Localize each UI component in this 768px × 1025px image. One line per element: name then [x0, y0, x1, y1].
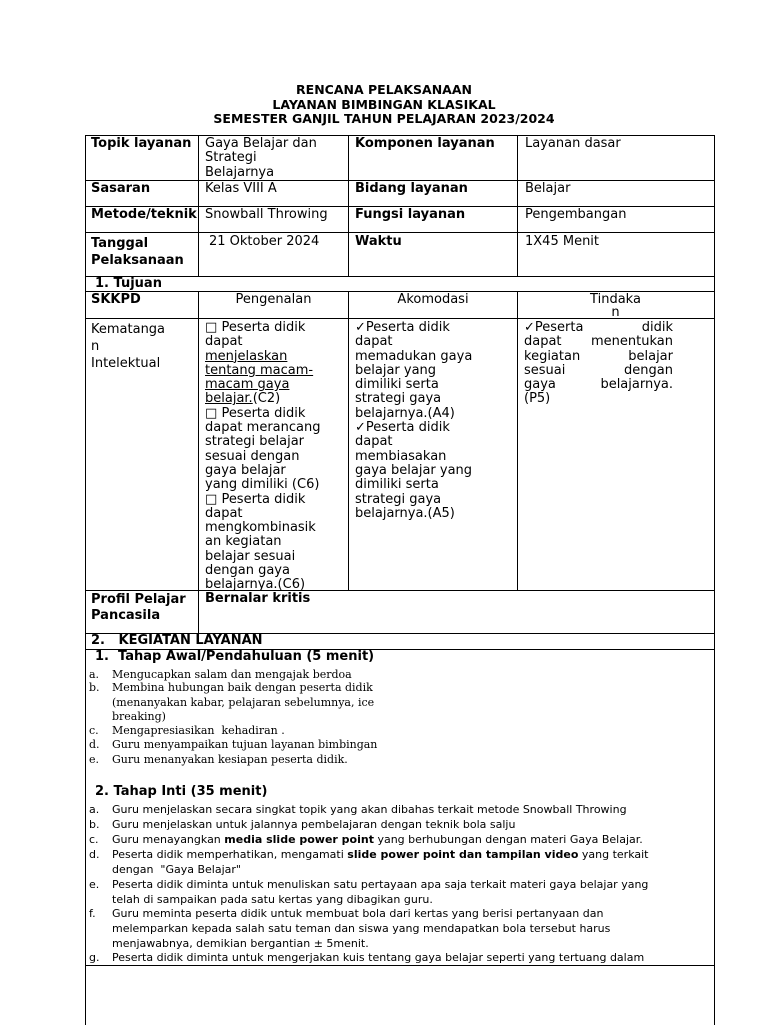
col-divider: [517, 135, 518, 276]
col-header-pengenalan: Pengenalan: [235, 292, 312, 307]
checkmark-icon: ✓: [355, 420, 366, 436]
inti-item-b: Guru menjelaskan untuk jalannya pembelajaran dengan teknik bola salju: [112, 818, 516, 831]
kegiatan-heading: 2. KEGIATAN LAYANAN: [91, 633, 263, 648]
bidang-value: Belajar: [525, 181, 571, 196]
tanggal-value: 21 Oktober 2024: [209, 234, 320, 249]
pengenalan-item: □ Peserta didik: [205, 491, 306, 507]
col-divider: [517, 291, 518, 590]
waktu-value: 1X45 Menit: [525, 234, 600, 249]
akomodasi-item: ✓Peserta didik: [355, 320, 450, 335]
inti-item-c: Guru menayangkan media slide power point yang berhubungan dengan materi Gaya Belajar.: [112, 833, 643, 846]
sasaran-value: Kelas VIII A: [205, 181, 277, 196]
list-marker: d.: [89, 738, 100, 751]
list-marker: e.: [89, 878, 100, 891]
pengenalan-list: □ Peserta didik dapat menjelaskan tentang macam- macam gaya belajar.(C2) □ Peserta didik dapat merancang strategi belajar sesuai dengan gaya belajar yang dimiliki (C6) □ Peserta didik dapat mengkombinasik an kegiatan belajar sesuai dengan gaya belajarnya.(C6): [205, 321, 347, 593]
col-header-tindakan: Tindaka n: [590, 292, 641, 320]
list-marker: b.: [89, 818, 100, 831]
inti-item-f: Guru meminta peserta didik untuk membuat bola dari kertas yang berisi pertanyaan dan melemparkan kepada salah satu teman dan siswa yang mendapatkan bola tersebut harus menjawabnya, demikian bergantian ± 5menit.: [112, 907, 611, 950]
checkbox-square-icon: □: [205, 320, 218, 335]
row-divider: [85, 232, 714, 233]
awal-item-b: Membina hubungan baik dengan peserta didik (menanyakan kabar, pelajaran sebelumnya, ice breaking): [112, 681, 375, 723]
list-marker: f.: [89, 907, 96, 920]
col-divider: [198, 291, 199, 633]
awal-item-d: Guru menyampaikan tujuan layanan bimbingan: [112, 738, 378, 751]
document-title-line-1: RENCANA PELAKSANAAN: [296, 82, 472, 97]
skkpd-value: Kematanga n Intelektual: [91, 322, 166, 371]
list-marker: d.: [89, 848, 100, 861]
profil-value: Bernalar kritis: [205, 591, 311, 606]
list-marker: c.: [89, 724, 99, 737]
topik-value: Gaya Belajar dan Strategi Belajarnya: [205, 136, 317, 180]
pengenalan-item: □ Peserta didik: [205, 320, 306, 335]
list-marker: a.: [89, 803, 100, 816]
row-divider: [85, 590, 714, 591]
metode-value: Snowball Throwing: [205, 207, 328, 222]
list-marker: e.: [89, 753, 100, 766]
list-marker: c.: [89, 833, 99, 846]
row-divider: [85, 965, 714, 966]
checkbox-square-icon: □: [205, 405, 218, 421]
list-marker: b.: [89, 681, 100, 694]
checkmark-icon: ✓: [355, 320, 366, 335]
tindakan-list: ✓Peserta didik dapat menentukan kegiatan belajar sesuai dengan gaya belajarnya. (P5): [524, 320, 673, 407]
document-title-line-2: LAYANAN BIMBINGAN KLASIKAL: [272, 97, 496, 112]
komponen-value: Layanan dasar: [525, 136, 621, 151]
col-divider: [198, 135, 199, 276]
awal-item-a: Mengucapkan salam dan mengajak berdoa: [112, 668, 352, 681]
inti-item-e: Peserta didik diminta untuk menuliskan satu pertayaan apa saja terkait materi gaya belajar yang telah di sampaikan pada satu kertas yang dibagikan guru.: [112, 878, 649, 906]
fungsi-value: Pengembangan: [525, 207, 627, 222]
akomodasi-item: ✓Peserta didik: [355, 420, 450, 436]
col-divider: [348, 291, 349, 590]
bidang-label: Bidang layanan: [355, 181, 468, 196]
inti-item-a: Guru menjelaskan secara singkat topik yang akan dibahas terkait metode Snowball Throwing: [112, 803, 627, 816]
tujuan-heading: 1. Tujuan: [95, 276, 162, 291]
profil-label: Profil Pelajar Pancasila: [91, 592, 186, 623]
list-marker: g.: [89, 951, 100, 964]
komponen-label: Komponen layanan: [355, 136, 495, 151]
col-header-akomodasi: Akomodasi: [397, 292, 469, 307]
row-divider: [85, 276, 714, 277]
topik-label: Topik layanan: [91, 136, 192, 151]
sasaran-label: Sasaran: [91, 181, 151, 196]
inti-item-g: Peserta didik diminta untuk mengerjakan kuis tentang gaya belajar seperti yang tertuang dalam: [112, 951, 645, 964]
document-title-line-3: SEMESTER GANJIL TAHUN PELAJARAN 2023/2024: [213, 111, 555, 126]
checkbox-square-icon: □: [205, 491, 218, 507]
list-marker: a.: [89, 668, 100, 681]
tahap-awal-heading: 1. Tahap Awal/Pendahuluan (5 menit): [95, 649, 375, 664]
pengenalan-item: □ Peserta didik: [205, 405, 306, 421]
metode-label: Metode/teknik: [91, 207, 197, 222]
tahap-inti-heading: 2. Tahap Inti (35 menit): [95, 784, 268, 799]
col-header-skkpd: SKKPD: [91, 292, 141, 307]
col-divider: [348, 135, 349, 276]
waktu-label: Waktu: [355, 234, 402, 249]
awal-item-c: Mengapresiasikan kehadiran .: [112, 724, 285, 737]
checkmark-icon: ✓: [524, 320, 535, 335]
awal-item-e: Guru menanyakan kesiapan peserta didik.: [112, 753, 348, 766]
akomodasi-list: ✓Peserta didik dapat memadukan gaya belajar yang dimiliki serta strategi gaya belajarnya.(A4) ✓Peserta didik dapat membiasakan gaya belajar yang dimiliki serta strategi gaya belajarnya.(A5): [355, 321, 515, 521]
tanggal-label: Tanggal Pelaksanaan: [91, 236, 184, 268]
fungsi-label: Fungsi layanan: [355, 207, 466, 222]
inti-item-d: Peserta didik memperhatikan, mengamati slide power point dan tampilan video yang terkait dengan "Gaya Belajar": [112, 848, 649, 876]
